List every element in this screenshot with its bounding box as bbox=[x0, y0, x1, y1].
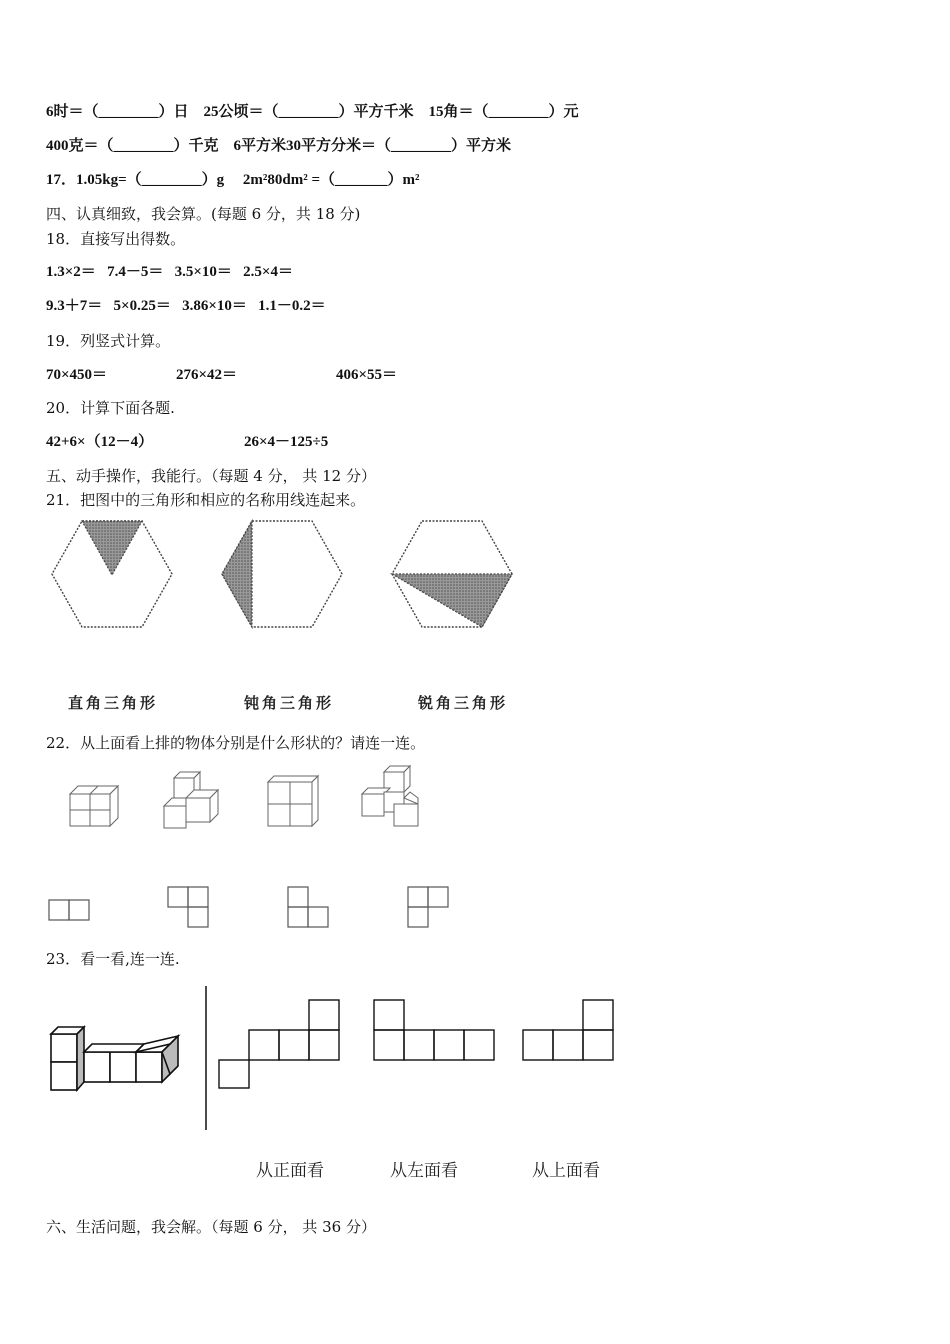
hexagon-figure-1 bbox=[50, 518, 175, 630]
hexagon-figure-2 bbox=[220, 518, 345, 630]
section-5-heading: 五、动手操作，我能行。（每题 4 分， 共 12 分） bbox=[46, 467, 376, 485]
calc-item: 9.3＋7＝ bbox=[46, 298, 103, 314]
top-view-1 bbox=[48, 898, 92, 922]
section-6-heading: 六、生活问题，我会解。（每题 6 分， 共 36 分） bbox=[46, 1218, 376, 1236]
view-label: 从左面看 bbox=[390, 1161, 458, 1181]
top-view-4 bbox=[407, 886, 451, 930]
cube-object-2 bbox=[162, 768, 226, 832]
calc-item: 1.3×2＝ bbox=[46, 264, 96, 280]
top-view-3 bbox=[287, 886, 331, 930]
conversion-row-2 bbox=[46, 136, 511, 156]
top-view-2 bbox=[167, 886, 211, 930]
view-label: 从上面看 bbox=[532, 1161, 600, 1181]
calc-item: 2.5×4＝ bbox=[243, 264, 293, 280]
q20-item: 42+6×（12－4） bbox=[46, 434, 154, 450]
triangle-label: 钝角三角形 bbox=[244, 694, 335, 712]
calc-item: 1.1－0.2＝ bbox=[258, 298, 326, 314]
conversion-item: 25公顷＝（________）平方千米 bbox=[203, 104, 414, 120]
view-drawing-1 bbox=[218, 998, 342, 1090]
q19-item: 276×42＝ bbox=[176, 367, 238, 383]
calc-item: 7.4－5＝ bbox=[107, 264, 164, 280]
q18-row-2 bbox=[46, 296, 326, 316]
q18-prompt: 18．直接写出得数。 bbox=[46, 230, 186, 248]
q19-item: 406×55＝ bbox=[336, 367, 398, 383]
section-4-heading: 四、认真细致，我会算。(每题 6 分，共 18 分) bbox=[46, 205, 361, 223]
cube-assembly bbox=[46, 1024, 186, 1092]
q19-prompt: 19．列竖式计算。 bbox=[46, 332, 171, 350]
shaded-triangle bbox=[82, 521, 142, 575]
q18-row-1 bbox=[46, 262, 293, 282]
calc-item: 5×0.25＝ bbox=[113, 298, 171, 314]
hexagon-figure-3 bbox=[390, 518, 515, 630]
view-drawing-3 bbox=[521, 998, 617, 1062]
calc-item: 3.86×10＝ bbox=[182, 298, 247, 314]
conversion-item: 15角＝（________）元 bbox=[428, 104, 579, 120]
view-label: 从正面看 bbox=[256, 1161, 324, 1181]
conversion-item: 2m²80dm² =（_______）m² bbox=[242, 172, 420, 188]
q22-prompt: 22．从上面看上排的物体分别是什么形状的？请连一连。 bbox=[46, 734, 426, 752]
view-drawing-2 bbox=[372, 998, 498, 1062]
cube-object-4 bbox=[358, 764, 424, 830]
divider-line bbox=[204, 986, 208, 1130]
shaded-triangle bbox=[392, 574, 512, 627]
conversion-item: 17．1.05kg=（________）g bbox=[46, 172, 225, 188]
q23-prompt: 23．看一看,连一连. bbox=[46, 950, 180, 968]
cube-object-1 bbox=[68, 780, 124, 828]
cube-object-3 bbox=[264, 772, 322, 830]
calc-item: 3.5×10＝ bbox=[174, 264, 232, 280]
q21-prompt: 21．把图中的三角形和相应的名称用线连起来。 bbox=[46, 491, 366, 509]
q19-item: 70×450＝ bbox=[46, 367, 108, 383]
q20-prompt: 20．计算下面各题. bbox=[46, 399, 175, 417]
conversion-item: 400克＝（________）千克 bbox=[46, 138, 219, 154]
triangle-label: 锐角三角形 bbox=[418, 694, 509, 712]
conversion-item: 6时＝（________）日 bbox=[46, 104, 189, 120]
q20-item: 26×4－125÷5 bbox=[244, 434, 329, 450]
triangle-label: 直角三角形 bbox=[68, 694, 159, 712]
question-17 bbox=[46, 170, 420, 190]
conversion-item: 6平方米30平方分米＝（________）平方米 bbox=[233, 138, 512, 154]
shaded-triangle bbox=[222, 521, 252, 627]
conversion-row-1 bbox=[46, 102, 579, 122]
